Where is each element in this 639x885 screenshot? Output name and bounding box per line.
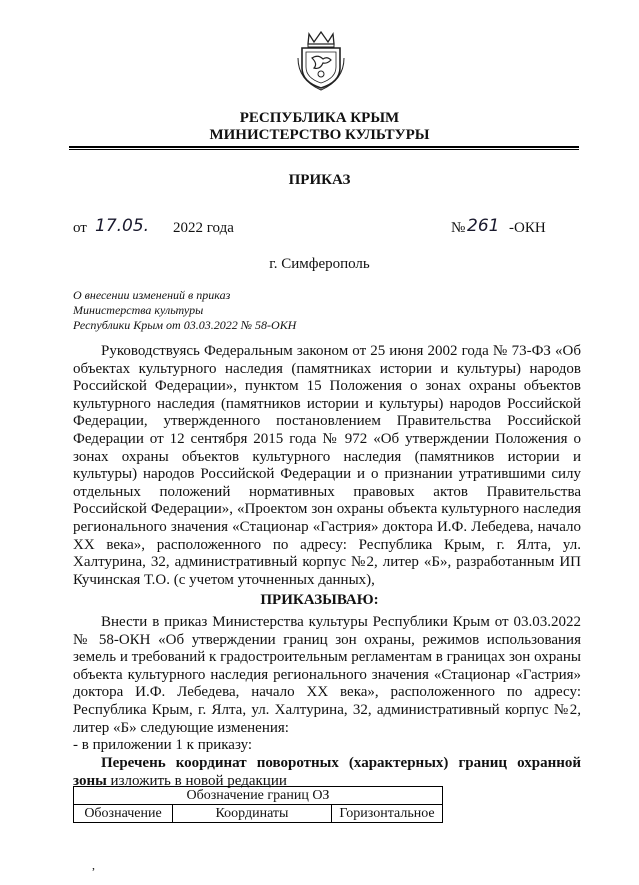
subject-line-3: Республики Крым от 03.03.2022 № 58-ОКН [73, 318, 297, 332]
number-prefix: № [451, 220, 466, 236]
order-city: г. Симферополь [269, 256, 370, 272]
header-rule-thin [69, 149, 579, 150]
subject-line-1: О внесении изменений в приказ [73, 288, 231, 302]
table-columns-row [74, 805, 443, 823]
col-horizontal: Горизонтальное [332, 805, 443, 823]
prikazyvayu-heading: ПРИКАЗЫВАЮ: [260, 592, 379, 608]
subject-line-2: Министерства культуры [73, 303, 204, 317]
header-rule-thick [69, 146, 579, 148]
header-ministry: МИНИСТЕРСТВО КУЛЬТУРЫ [209, 127, 430, 143]
preamble-paragraph: Руководствуясь Федеральным законом от 25 июня 2002 года № 73-ФЗ «Об объектах культурного наследия (памятниках истории и культуры) народов Российской Федерации», пунктом 15 Положения о зонах охраны объектов культурного наследия (памятников истории и культуры) народов Российской Федерации, утвержденного постановлением Правительства Российской Федерации от 12 сентября 2015 года № 972 «Об утверждении Положения о зонах охраны объектов культурного наследия (памятников истории и культуры) народов Российской Федерации и о признании утратившими силу отдельных положений нормативных правовых актов Правительства Российской Федерации», «Проектом зон охраны объекта культурного наследия регионального значения «Стационар «Гастрия» доктора И.Ф. Лебедева, начало XX века», расположенного по адресу: Республика Крым, г. Ялта, ул. Халтурина, 32, административный корпус №2, литер «Б», разработанным ИП Кучинская Т.О. (с учетом уточненных данных), [73, 343, 581, 588]
list-title-bold: Перечень координат поворотных (характерных) границ охранной зоны [73, 755, 581, 789]
list-title-rest: изложить в новой редакции [106, 772, 287, 789]
order-body-paragraph: Внести в приказ Министерства культуры Республики Крым от 03.03.2022 № 58-ОКН «Об утверждении границ зон охраны, режимов использования земель и требований к градостроительным регламентам в границах зон охраны объекта культурного наследия регионального значения «Стационар «Гастрия» доктора И.Ф. Лебедева, начало XX века», расположенного по адресу: Республика Крым, г. Ялта, ул. Халтурина, 32, административный корпус №2, литер «Б» следующие изменения: [73, 614, 581, 736]
handwritten-date: 17.05. [95, 216, 150, 236]
table-header-row [74, 787, 443, 805]
order-title: ПРИКАЗ [288, 172, 351, 188]
coordinates-list-title [73, 755, 581, 790]
boundary-table [73, 786, 443, 823]
appendix-line: - в приложении 1 к приказу: [73, 737, 253, 753]
handwritten-number: 261 [467, 216, 500, 236]
date-prefix: от [73, 220, 87, 236]
footer-mark: , [92, 858, 95, 872]
col-coordinates: Координаты [173, 805, 332, 823]
order-year: 2022 года [173, 220, 234, 236]
crimea-coat-of-arms-icon [296, 28, 346, 92]
header-republic: РЕСПУБЛИКА КРЫМ [239, 110, 400, 126]
col-designation: Обозначение [74, 805, 173, 823]
number-suffix: -ОКН [509, 220, 546, 236]
table-span-header: Обозначение границ ОЗ [74, 787, 443, 805]
